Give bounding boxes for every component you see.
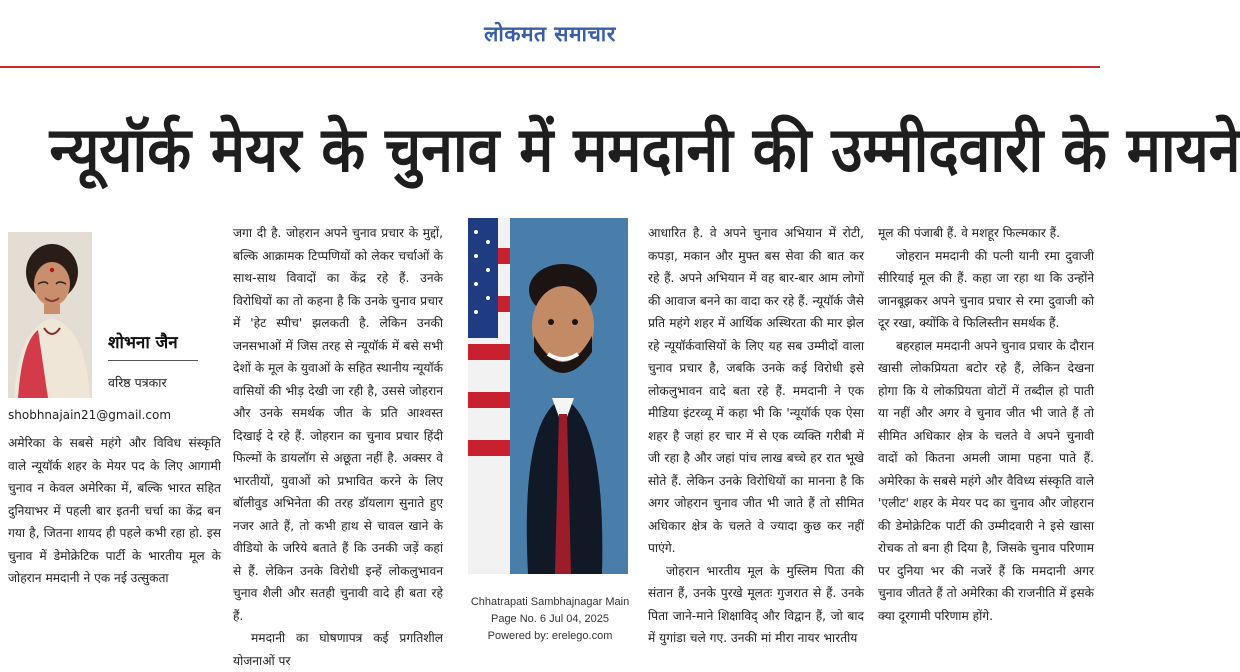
article-column-1 [8, 432, 221, 585]
candidate-portrait-illustration [468, 218, 628, 574]
newspaper-logo: लोकमत समाचार [484, 22, 616, 46]
paragraph: मूल की पंजाबी हैं. वे मशहूर फिल्मकार हैं. [878, 226, 1060, 240]
author-photo [8, 232, 92, 398]
author-name: शोभना जैन [108, 333, 178, 353]
page-number-date: Page No. 6 Jul 04, 2025 [490, 613, 610, 625]
edition-name: Chhatrapati Sambhajnagar Main [470, 596, 630, 608]
author-email[interactable]: shobhnajain21@gmail.com [8, 408, 172, 422]
paragraph: बहरहाल ममदानी अपने चुनाव प्रचार के दौरान खासी लोकप्रियता बटोर रहे हैं, लेकिन देखना होगा कि ये लोकप्रियता वोटों में तब्दील हो पाती या नहीं और अगर वे चुनाव जीत भी जाते हैं तो सीमित अधिकार क्षेत्र के चलते वे अपने चुनावी वादों को कितना अमली जामा पहना पाते हैं. अमेरिका के सबसे महंगे और वैविध्य संस्कृति वाले 'एलीट' शहर के मेयर पद का चुनाव और जोहरान की डेमोक्रेटिक पार्टी की उम्मीदवारी ने इसे खासा रोचक तो बना ही दिया है, जिसके चुनाव परिणाम पर दुनिया भर की नजरें हैं कि ममदानी अगर चुनाव जीतते हैं तो अमेरिका की राजनीति में इसके क्या दूरगामी परिणाम होंगे. [878, 338, 1094, 623]
article-column-2 [233, 222, 443, 668]
paragraph: अमेरिका के सबसे महंगे और विविध संस्कृति वाले न्यूयॉर्क शहर के मेयर पद के लिए आगामी चुनाव न केवल अमेरिका में, बल्कि भारत सहित दुनियाभर में पहली बार इतनी चर्चा का केंद्र बन गया है, जितना शायद ही पहले कभी रहा हो. इस चुनाव में डेमोक्रेटिक पार्टी के भारतीय मूल के जोहरान ममदानी ने एक नई उत्सुकता [8, 436, 221, 585]
author-portrait-illustration [8, 232, 92, 398]
paragraph: जोहरान ममदानी की पत्नी यानी रमा दुवाजी सीरियाई मूल की हैं. कहा जा रहा था कि उन्होंने जानबूझकर अपने चुनाव प्रचार से रमा दुवाजी को दूर रखा, क्योंकि वे फिलिस्तीन समर्थक हैं. [878, 248, 1094, 330]
powered-by-link[interactable]: Powered by: erelego.com [487, 630, 613, 642]
author-title: वरिष्ठ पत्रकार [108, 375, 167, 390]
paragraph: ममदानी का घोषणापत्र कई प्रगतिशील योजनाओं पर [233, 631, 443, 668]
paragraph: जोहरान भारतीय मूल के मुस्लिम पिता की संतान हैं, उनके पुरखे मूलतः गुजरात से हैं. उनके पिता जाने-माने शिक्षाविद् और विद्वान हैं, जो बाद में युगांडा चले गए. उनकी मां मीरा नायर भारतीय [648, 563, 864, 645]
masthead-divider [0, 66, 1100, 68]
author-divider [108, 360, 198, 361]
page-footer [0, 594, 1100, 645]
article-column-4 [878, 222, 1094, 623]
candidate-photo [468, 218, 628, 574]
article-headline: न्यूयॉर्क मेयर के चुनाव में ममदानी की उम्मीदवारी के मायने [49, 113, 1240, 186]
paragraph: जगा दी है. जोहरान अपने चुनाव प्रचार के मुद्दों, बल्कि आक्रामक टिप्पणियों को लेकर चर्चाओं के साथ-साथ विवादों का केंद्र रहे हैं. उनके विरोधियों का तो कहना है कि उनके चुनाव प्रचार में 'हेट स्पीच' झलकती है. लेकिन उनकी जनसभाओं में जिस तरह से न्यूयॉर्क में बसे सभी देशों के मूल के युवाओं के सहित स्थानीय न्यूयॉर्क वासियों की भीड़ देखी जा रही है, उससे जोहरान और उनके समर्थक जीत के प्रति आश्वस्त दिखाई दे रहे हैं. जोहरान का चुनाव प्रचार हिंदी फिल्मों के डायलॉग से अछूता नहीं है. अक्सर वे भारतीयों, युवाओं को प्रभावित करने के लिए बॉलीवुड अभिनेता की तरह डॉयलाग सुनाते हुए नजर आते हैं, तो कभी हाथ से चावल खाने के वीडियो के जरिये बताते हैं कि उनकी जड़ें कहां से हैं. लेकिन उनके विरोधी इन्हें लोकलुभावन चुनाव शैली और सतही चुनावी वादे ही बता रहे हैं. [233, 226, 443, 623]
masthead [0, 0, 1100, 68]
paragraph: आधारित है. वे अपने चुनाव अभियान में रोटी, कपड़ा, मकान और मुफ्त बस सेवा की बात कर रहे हैं. अपने अभियान में वह बार-बार आम लोगों की आवाज बनने का वादा कर रहे हैं. न्यूयॉर्क जैसे प्रति महंगे शहर में आर्थिक अस्थिरता की मार झेल रहे न्यूयॉर्कवासियों के लिए यह सब उम्मीदों वाला चुनाव प्रचार है, जबकि उनके कई विरोधी इसे लोकलुभावन वादे बता रहे हैं. ममदानी ने एक मीडिया इंटरव्यू में कहा भी कि 'न्यूयॉर्क एक ऐसा शहर है जहां हर चार में से एक व्यक्ति गरीबी में जी रहा है और जहां पांच लाख बच्चे हर रात भूखे सोते हैं. लेकिन उनके विरोधियों का मानना है कि अगर जोहरान चुनाव जीत भी जाते हैं तो सीमित अधिकार क्षेत्र के चलते वे ज्यादा कुछ कर नहीं पाएंगे. [648, 226, 864, 555]
article-column-3 [648, 222, 864, 645]
